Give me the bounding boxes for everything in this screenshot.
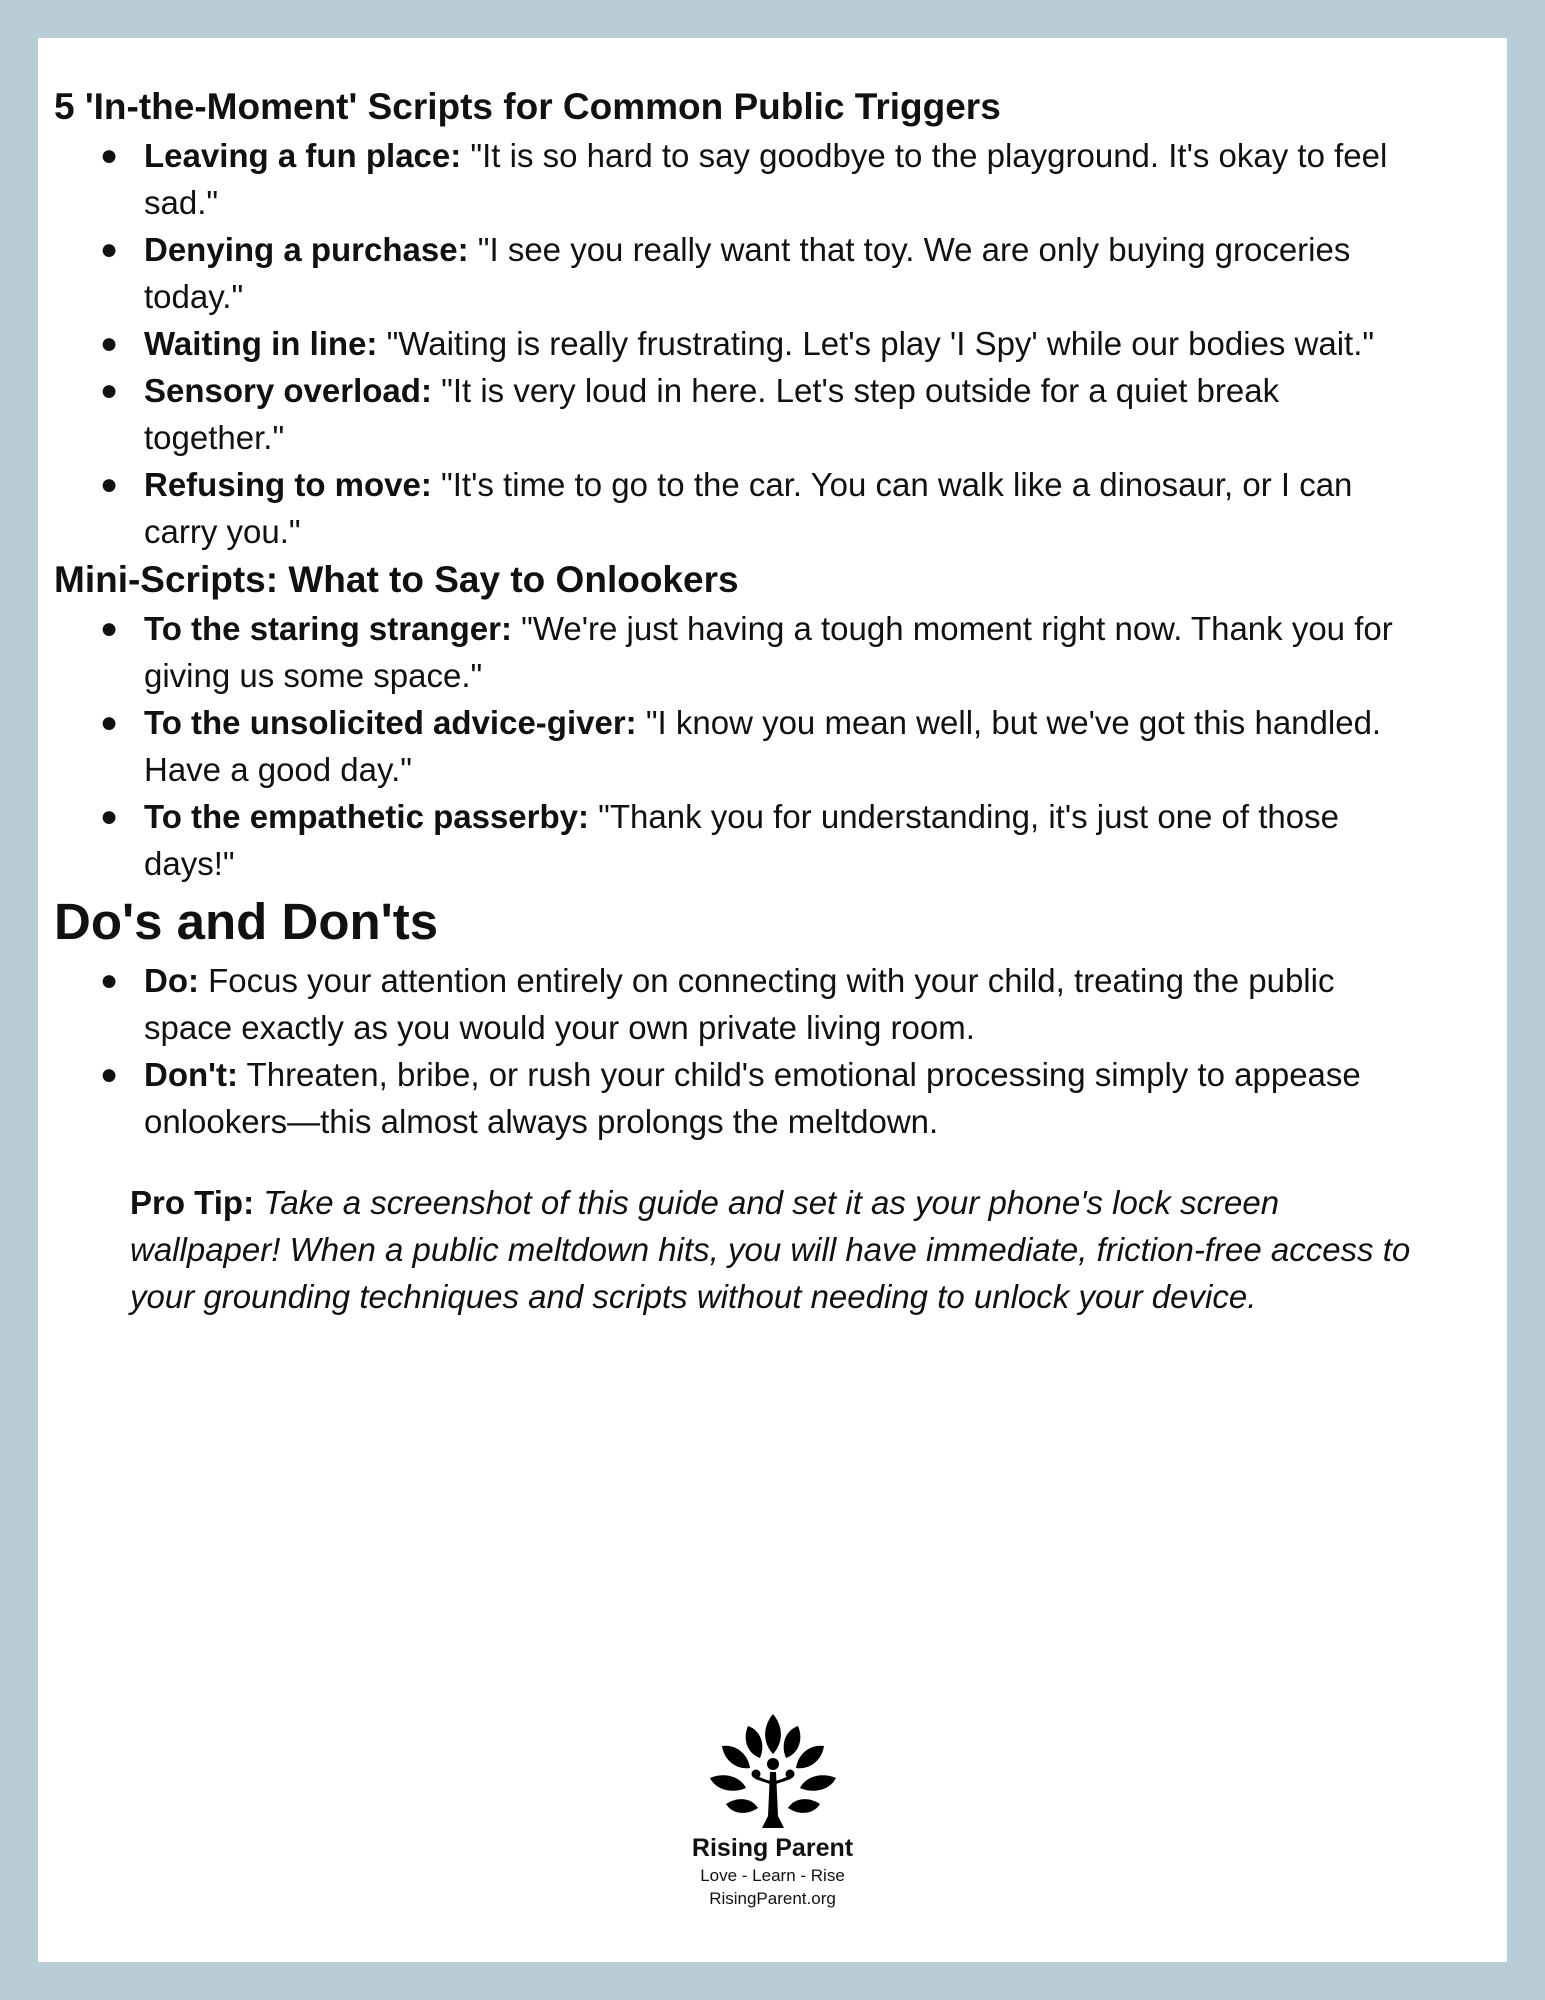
item-text: Threaten, bribe, or rush your child's emotional processing simply to appease onlookers—this almost always prolongs the meltdown. (144, 1056, 1361, 1140)
list-item (54, 1051, 1404, 1145)
item-label: Refusing to move: (144, 466, 432, 503)
website-text: RisingParent.org (709, 1889, 836, 1908)
item-label: To the staring stranger: (144, 610, 512, 647)
list-item (54, 367, 1404, 461)
scripts-section-title: 5 'In-the-Moment' Scripts for Common Public Triggers (54, 86, 1001, 127)
dos-section-title: Do's and Don'ts (54, 893, 439, 950)
item-text: "Waiting is really frustrating. Let's play 'I Spy' while our bodies wait." (377, 325, 1375, 362)
brand-tagline: Love - Learn - Rise (700, 1866, 845, 1885)
bullet-icon: ● (100, 139, 119, 172)
item-label: Sensory overload: (144, 372, 432, 409)
brand-name: Rising Parent (691, 1834, 854, 1862)
bullet-icon: ● (100, 1058, 119, 1091)
onlookers-list (54, 605, 1454, 887)
pro-tip (130, 1179, 1430, 1320)
item-text: "It's time to go to the car. You can walk like a dinosaur, or I can carry you." (144, 466, 1353, 550)
item-label: Do: (144, 962, 199, 999)
item-label: Leaving a fun place: (144, 137, 462, 174)
item-text: Focus your attention entirely on connecting with your child, treating the public space exactly as you would your own private living room. (144, 962, 1335, 1046)
bullet-icon: ● (100, 374, 119, 407)
list-item (54, 226, 1404, 320)
list-item (54, 605, 1404, 699)
pro-tip-text: Take a screenshot of this guide and set it as your phone's lock screen wallpaper! When a public meltdown hits, you will have immediate, friction-free access to your grounding techniques and scripts without needing to unlock your device. (130, 1184, 1411, 1315)
tree-family-icon (708, 1712, 838, 1830)
item-label: To the unsolicited advice-giver: (144, 704, 637, 741)
item-text: "It is very loud in here. Let's step outside for a quiet break together." (144, 372, 1280, 456)
item-text: "We're just having a tough moment right now. Thank you for giving us some space." (144, 610, 1393, 694)
item-label: To the empathetic passerby: (144, 798, 590, 835)
onlookers-section-title: Mini-Scripts: What to Say to Onlookers (54, 559, 739, 600)
item-text: "Thank you for understanding, it's just one of those days!" (144, 798, 1339, 882)
item-text: "I know you mean well, but we've got this handled. Have a good day." (144, 704, 1382, 788)
list-item (54, 699, 1404, 793)
item-label: Denying a purchase: (144, 231, 469, 268)
scripts-list (54, 132, 1454, 555)
list-item (54, 132, 1404, 226)
bullet-icon: ● (100, 233, 119, 266)
bullet-icon: ● (100, 800, 119, 833)
item-label: Waiting in line: (144, 325, 378, 362)
list-item (54, 793, 1404, 887)
list-item (54, 957, 1404, 1051)
document-content (54, 82, 1454, 1320)
bullet-icon: ● (100, 327, 119, 360)
dos-list (54, 957, 1454, 1145)
list-item (54, 320, 1404, 367)
bullet-icon: ● (100, 964, 119, 997)
item-text: "I see you really want that toy. We are only buying groceries today." (144, 231, 1351, 315)
bullet-icon: ● (100, 706, 119, 739)
bullet-icon: ● (100, 468, 119, 501)
item-label: Don't: (144, 1056, 238, 1093)
list-item (54, 461, 1404, 555)
footer (0, 1712, 1545, 1910)
pro-tip-label: Pro Tip: (130, 1184, 255, 1221)
item-text: "It is so hard to say goodbye to the playground. It's okay to feel sad." (144, 137, 1388, 221)
bullet-icon: ● (100, 612, 119, 645)
